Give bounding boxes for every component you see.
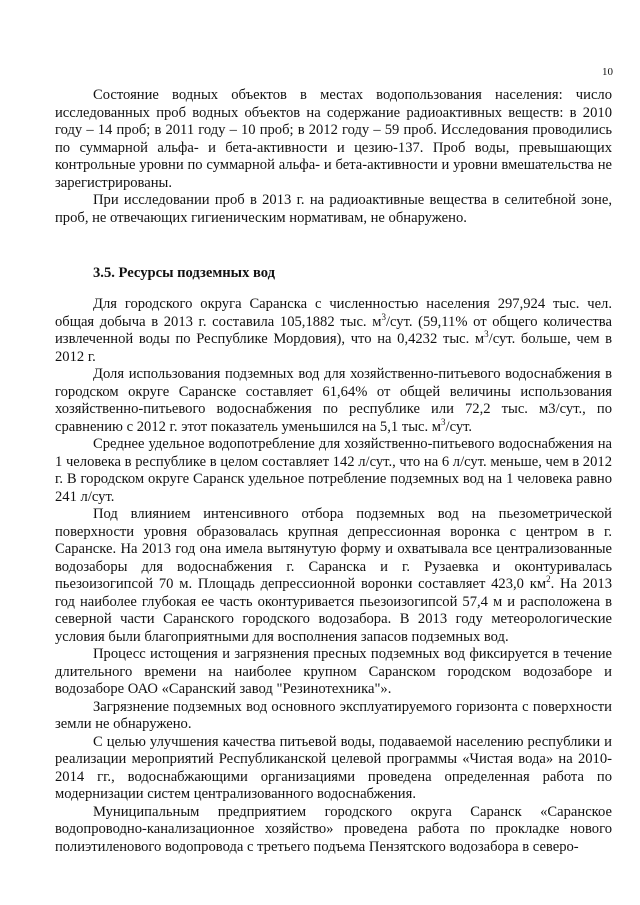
page-number: 10	[602, 66, 613, 78]
paragraph: С целью улучшения качества питьевой воды, подаваемой населению республики и реализации мероприятий Республиканской целевой программы «Чистая вода» на 2010-2014 гг., водоснабжающими организациями проведена определенная работа по модернизации систем централизованного водоснабжения.	[55, 733, 612, 802]
paragraph: Загрязнение подземных вод основного эксплуатируемого горизонта с поверхности земли не обнаружено.	[55, 698, 612, 732]
section-heading: 3.5. Ресурсы подземных вод	[93, 265, 276, 281]
paragraph: Состояние водных объектов в местах водопользования населения: число исследованных проб водных объектов на содержание радиоактивных веществ: в 2010 году – 14 проб; в 2011 году – 10 проб; в 2012 году – 59 проб. Исследования проводились по суммарной альфа- и бета-активности и цезию-137. Проб воды, превышающих контрольные уровни по суммарной альфа- и бета-активности и уровни вмешательства не зарегистрированы.	[55, 87, 612, 191]
section-body	[55, 296, 612, 856]
paragraph: Процесс истощения и загрязнения пресных подземных вод фиксируется в течение длительного времени на наиболее крупном Саранском городском водозаборе и водозаборе ОАО «Саранский завод "Резинотехника"».	[55, 646, 612, 697]
paragraph: Под влиянием интенсивного отбора подземных вод на пьезометрической поверхности уровня образовалась крупная депрессионная воронка с центром в г. Саранске. На 2013 год она имела вытянутую форму и охватывала все централизованные водозаборы для водоснабжения г. Саранска и г. Рузаевка и оконтуривалась пьезоизогипсой 70 м. Площадь депрессионной воронки составляет 423,0 $км^2$. На 2013 год наиболее глубокая ее часть оконтуривается пьезоизогипсой 57,4 м и расположена в северной части Саранского городского водозабора. В 2013 году метеорологические условия были благоприятными для восполнения запасов подземных вод.	[55, 506, 612, 645]
paragraph: Среднее удельное водопотребление для хозяйственно-питьевого водоснабжения на 1 человека в республике в целом составляет 142 л/сут., что на 6 л/сут. меньше, чем в 2012 г. В городском округе Саранск удельное потребление подземных вод на 1 человека равно 241 л/сут.	[55, 436, 612, 505]
paragraph: Доля использования подземных вод для хозяйственно-питьевого водоснабжения в городском округе Саранске составляет 61,64% от общей величины использования хозяйственно-питьевого водоснабжения по республике или 72,2 тыс. м3/сут., по сравнению с 2012 г. этот показатель уменьшился на 5,1 тыс. $м^3$/сут.	[55, 366, 612, 435]
paragraph: При исследовании проб в 2013 г. на радиоактивные вещества в селитебной зоне, проб, не отвечающих гигиеническим нормативам, не обнаружено.	[55, 192, 612, 226]
intro-block	[55, 87, 612, 227]
paragraph: Муниципальным предприятием городского округа Саранск «Саранское водопроводно-канализационное хозяйство» проведена работа по прокладке нового полиэтиленового водопровода с третьего подъема Пензятского водозабора в северо-	[55, 803, 612, 855]
paragraph: Для городского округа Саранска с численностью населения 297,924 тыс. чел. общая добыча в 2013 г. составила 105,1882 тыс. $м^3$/сут. (59,11% от общего количества извлеченной воды по Республике Мордовия), что на 0,4232 тыс. $м^3$/сут. больше, чем в 2012 г.	[55, 296, 612, 365]
